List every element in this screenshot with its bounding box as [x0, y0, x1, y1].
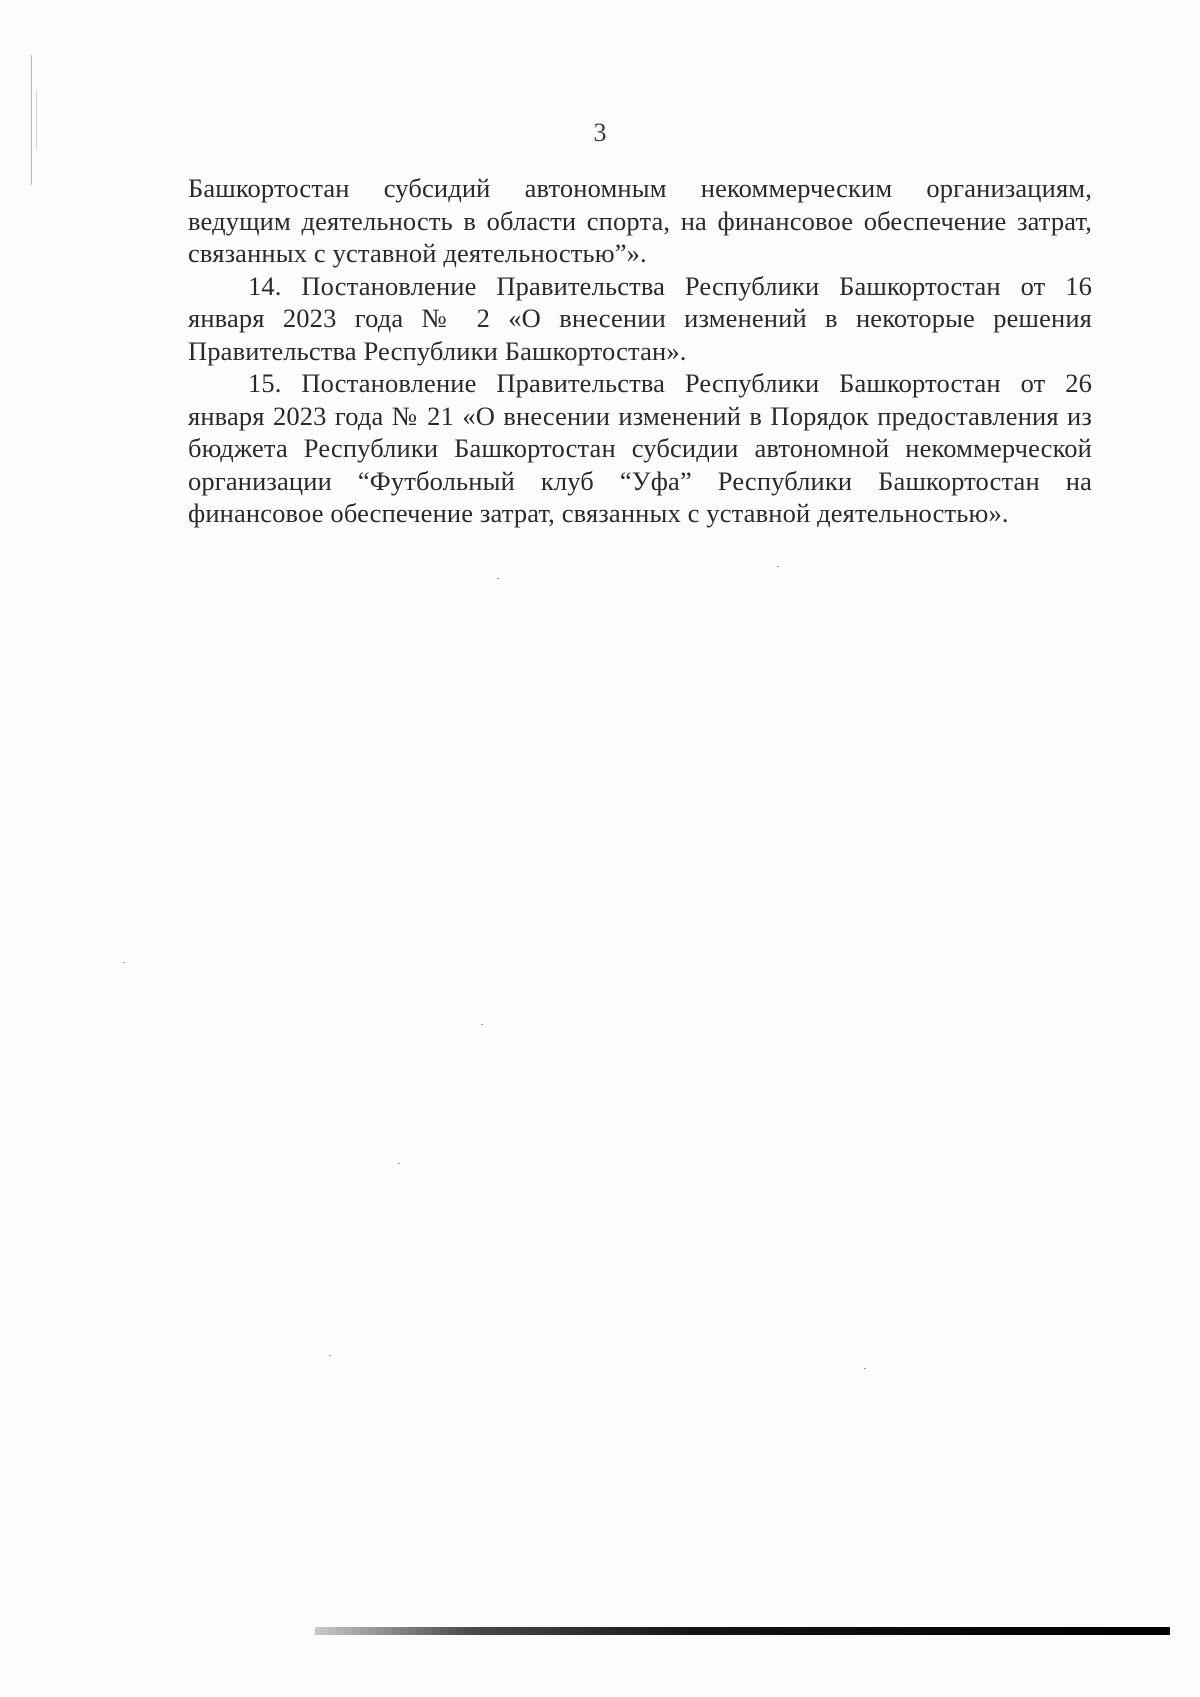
continuation-paragraph: Башкортостан субсидий автономным некоммерческим организациям, ведущим деятельность в области спорта, на финансовое обеспечение затрат, связанных с уставной деятельностью”».: [188, 173, 1092, 268]
scan-speck: [481, 1024, 483, 1025]
scan-speck: [777, 566, 779, 567]
scan-speck: [123, 962, 125, 963]
page-number: 3: [593, 118, 607, 147]
scan-speck: [497, 578, 499, 579]
document-body: [188, 172, 1092, 530]
scan-speck: [329, 1355, 331, 1356]
scan-speck: [864, 1368, 866, 1369]
scan-speck: [398, 1163, 400, 1164]
list-item: 15. Постановление Правительства Республики Башкортостан от 26 января 2023 года № 21 «О внесении изменений в Порядок предоставления из бюджета Республики Башкортостан субсидии автономной некоммерческой организации “Футбольный клуб “Уфа” Республики Башкортостан на финансовое обеспечение затрат, связанных с уставной деятельностью».: [188, 368, 1092, 528]
scan-bottom-bar: [315, 1627, 1170, 1635]
list-item: 14. Постановление Правительства Республики Башкортостан от 16 января 2023 года № 2 «О внесении изменений в некоторые решения Правительства Республики Башкортостан».: [188, 270, 1092, 366]
